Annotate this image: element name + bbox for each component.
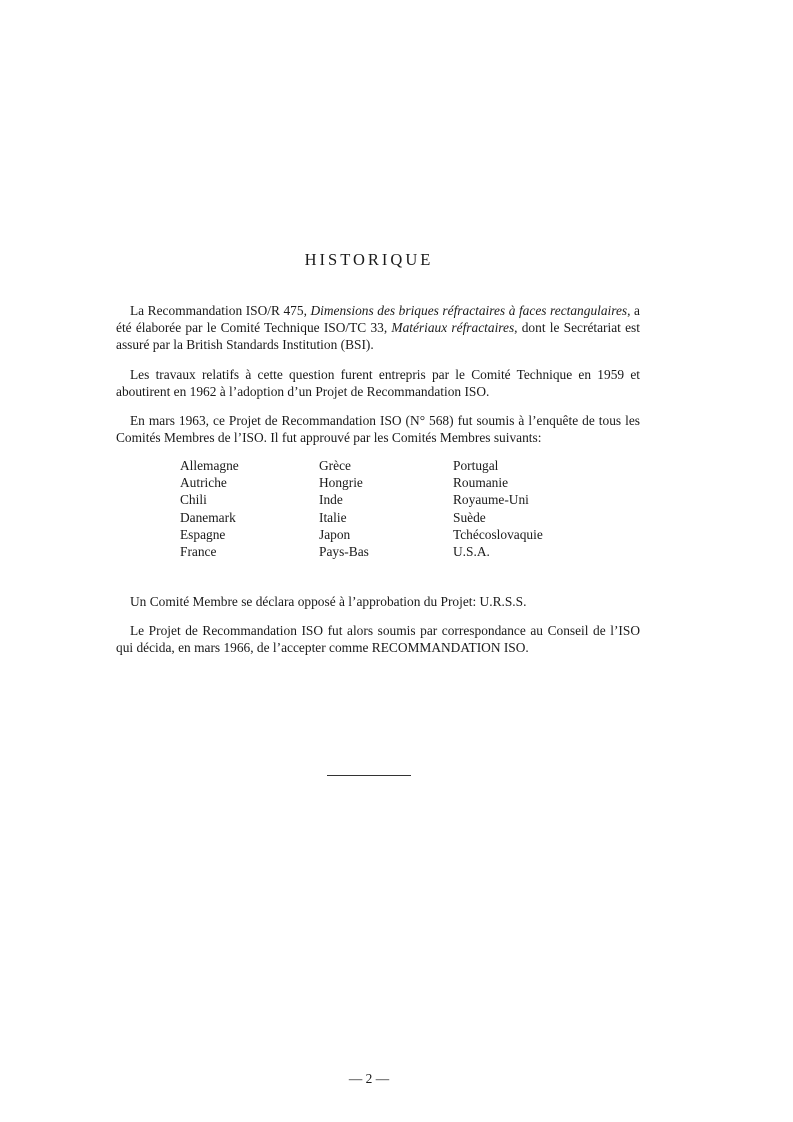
country-item: Allemagne <box>180 458 239 473</box>
country-item: Japon <box>319 526 351 542</box>
countries-column-2 <box>319 457 453 560</box>
paragraph-acceptance: Le Projet de Recommandation ISO fut alors soumis par correspondance au Conseil de l’ISO qui décida, en mars 1966, de l’accepter comme RECOMMANDATION ISO. <box>116 623 640 655</box>
country-item: Italie <box>319 509 347 525</box>
page-number: — 2 — <box>348 1071 390 1086</box>
paragraph-work-history: Les travaux relatifs à cette question furent entrepris par le Comité Technique en 1959 et aboutirent en 1962 à l’adoption d’un Projet de Recommandation ISO. <box>116 367 640 399</box>
country-item: Portugal <box>453 458 499 473</box>
country-item: Grèce <box>319 458 351 473</box>
section-divider <box>327 775 411 776</box>
country-item: Danemark <box>180 509 236 525</box>
country-item: Inde <box>319 492 343 508</box>
paragraph-origin-text-3: , dont le Secrétariat est assuré par la British Standards Institution (BSI). <box>116 320 640 352</box>
paragraph-origin <box>116 302 640 353</box>
country-item: France <box>180 544 217 560</box>
country-item: Tchécoslovaquie <box>453 526 543 542</box>
committee-subject: Matériaux réfractaires <box>391 320 515 335</box>
country-item: Suède <box>453 509 486 525</box>
countries-column-1 <box>180 457 319 560</box>
countries-column-3 <box>453 457 593 560</box>
country-item: U.S.A. <box>453 544 490 560</box>
country-item: Roumanie <box>453 475 509 491</box>
page-title: HISTORIQUE <box>304 250 434 269</box>
approving-countries-list <box>180 457 593 560</box>
paragraph-origin-text-1: La Recommandation ISO/R 475, <box>130 303 311 318</box>
country-item: Hongrie <box>319 475 363 491</box>
country-item: Royaume-Uni <box>453 492 529 508</box>
paragraph-origin-text-2: , a été élaborée par le Comité Technique ISO/TC 33, <box>116 303 640 335</box>
country-item: Chili <box>180 492 207 508</box>
recommendation-title: Dimensions des briques réfractaires à faces rectangulaires <box>310 303 628 318</box>
paragraph-inquiry: En mars 1963, ce Projet de Recommandation ISO (N° 568) fut soumis à l’enquête de tous les Comités Membres de l’ISO. Il fut approuvé par les Comités Membres suivants: <box>116 413 640 445</box>
country-item: Espagne <box>180 526 226 542</box>
paragraph-opposition: Un Comité Membre se déclara opposé à l’approbation du Projet: U.R.S.S. <box>130 594 527 609</box>
country-item: Autriche <box>180 475 227 491</box>
country-item: Pays-Bas <box>319 544 369 560</box>
